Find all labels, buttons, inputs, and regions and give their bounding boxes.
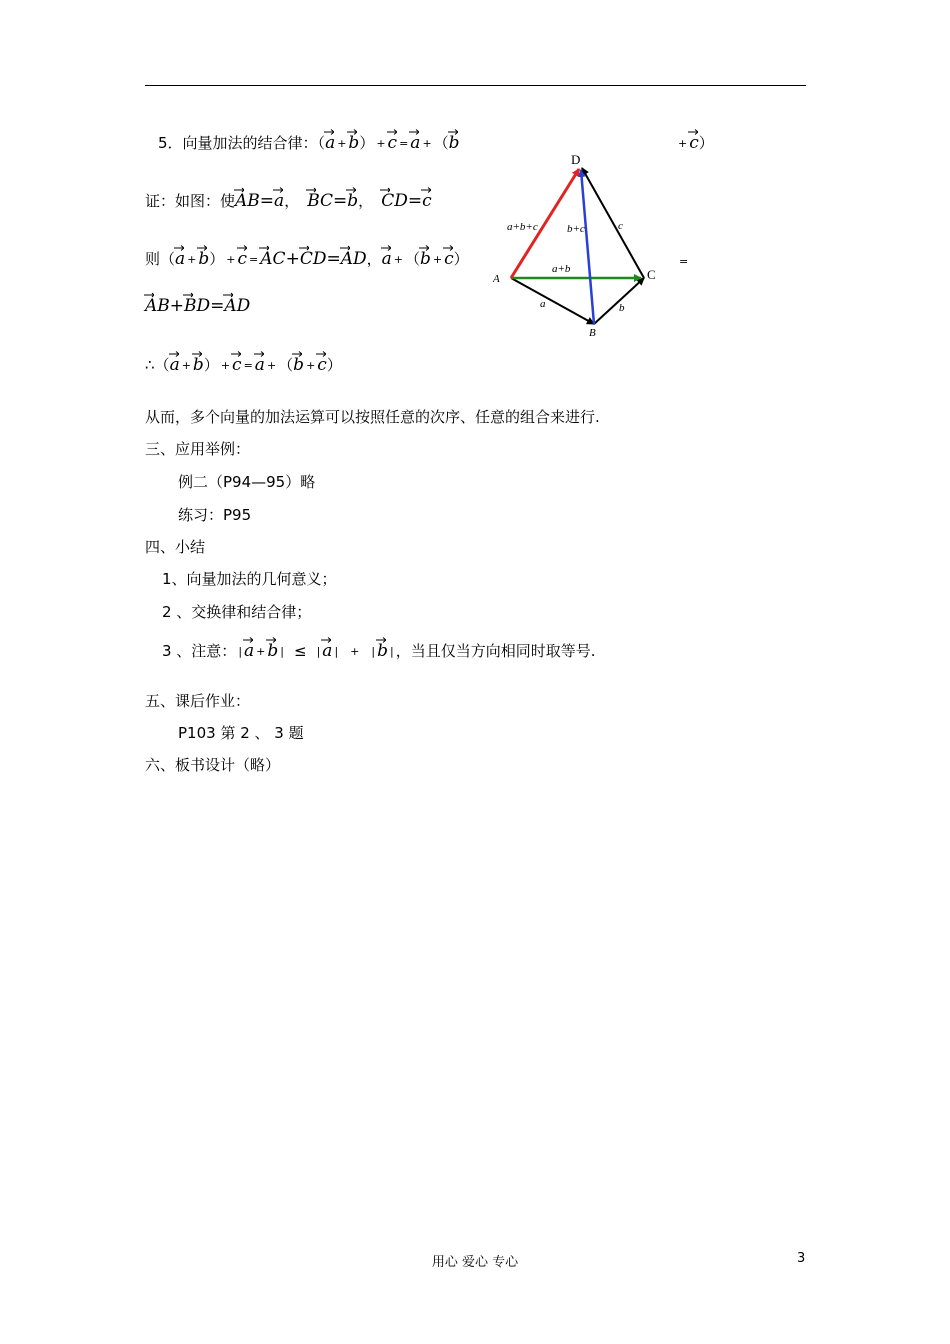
vector-b: b [198, 251, 209, 268]
vector-c: c [422, 193, 432, 210]
vector-BD: BD [184, 298, 210, 315]
label-b-plus-c: b+c [567, 223, 585, 235]
label-a-plus-b-plus-c: a+b+c [507, 221, 538, 233]
paren: （ [405, 250, 421, 268]
plus-sign: + [181, 359, 191, 372]
vector-b: b [420, 251, 431, 268]
vector-a: a [325, 135, 335, 152]
paren: （ [278, 356, 294, 374]
plus-sign: + [220, 359, 231, 372]
equals-sign: = [259, 191, 275, 211]
plus-sign: + [266, 359, 277, 372]
vector-a: a [274, 193, 284, 210]
vector-a: a [410, 135, 420, 152]
vector-b: b [377, 643, 388, 660]
vector-b: b [293, 357, 304, 374]
section-5-title: 五、课后作业： [145, 692, 251, 710]
vector-c: c [317, 357, 327, 374]
vector-a: a [255, 357, 265, 374]
plus-sign: + [350, 645, 360, 658]
abs-bar: | [371, 645, 376, 658]
point-C-label: C [647, 267, 656, 282]
associative-law-label: 5．向量加法的结合律： [158, 134, 318, 152]
vector-c: c [232, 357, 242, 374]
vector-c: c [444, 251, 454, 268]
plus-sign: + [285, 249, 300, 269]
vector-c: c [388, 135, 398, 152]
vector-a: a [175, 251, 185, 268]
associative-law-line [158, 132, 460, 153]
plus-sign: + [306, 359, 316, 372]
vector-AC: AC [260, 251, 285, 268]
summary-item-2: 2 、交换律和结合律； [162, 603, 312, 621]
vector-a: a [382, 251, 392, 268]
plus-sign: + [187, 253, 197, 266]
equals-sign: = [399, 137, 409, 150]
paren: （ [433, 134, 449, 152]
proof-label: 证：如图：使 [145, 192, 236, 210]
vector-a: a [170, 357, 180, 374]
label-a: a [540, 298, 546, 310]
equals-sign: = [407, 191, 423, 211]
label-a-plus-b: a+b [552, 263, 571, 275]
summary-item-1: 1、向量加法的几何意义； [162, 570, 337, 588]
equality-condition: ，当且仅当方向相同时取等号. [395, 642, 596, 660]
abs-bar: | [238, 645, 243, 658]
abs-bar: | [316, 645, 321, 658]
vector-AD: AD [341, 251, 367, 268]
point-A-label: A [493, 273, 500, 285]
vector-b: b [267, 643, 278, 660]
vector-c-arrow [582, 168, 644, 278]
vector-c: c [238, 251, 248, 268]
vector-BC: BC [307, 193, 333, 210]
paren: ） [326, 356, 342, 374]
summary-item-3 [162, 640, 595, 661]
plus-sign: + [422, 137, 432, 150]
abs-bar: | [334, 645, 339, 658]
label-b: b [619, 302, 625, 314]
vector-CD: CD [300, 251, 327, 268]
section-3-title: 三、应用举例： [145, 440, 251, 458]
vector-c: c [689, 135, 699, 152]
note-label: 3 、注意： [162, 642, 237, 660]
proof-setup-line [145, 190, 432, 211]
equals-tail [677, 252, 690, 270]
vector-b: b [347, 193, 358, 210]
proof-step-line [145, 248, 469, 269]
plus-sign: + [376, 137, 386, 150]
vector-a-arrow [511, 278, 594, 324]
therefore-symbol: ∴ [145, 356, 155, 374]
example-text: 例二（P94—95）略 [178, 473, 316, 491]
paren: ） [698, 134, 714, 152]
equals-sign: = [249, 253, 259, 266]
equals-sign: = [326, 249, 341, 269]
paren: ） [359, 134, 375, 152]
practice-text: 练习：P95 [178, 506, 252, 524]
paren: （ [160, 250, 176, 268]
equals-sign: = [210, 296, 225, 316]
vector-AB: AB [145, 298, 170, 315]
conclusion-line [145, 354, 342, 375]
abs-bar: | [389, 645, 394, 658]
paren: ） [453, 250, 469, 268]
proof-result-line [145, 296, 250, 316]
then-label: 则 [145, 250, 161, 268]
equals-sign: = [333, 191, 348, 211]
point-D-label: D [571, 152, 581, 167]
vector-AD: AD [224, 298, 250, 315]
plus-sign: + [393, 253, 403, 266]
plus-sign: + [256, 645, 266, 658]
section-4-title: 四、小结 [145, 538, 206, 556]
page-number: 3 [797, 1251, 806, 1266]
point-B-label: B [589, 327, 596, 339]
equals-sign: = [243, 359, 253, 372]
paren: ） [209, 250, 225, 268]
equals-sign: = [679, 255, 689, 268]
plus-sign: + [432, 253, 443, 266]
vector-b: b [193, 357, 204, 374]
label-c: c [618, 220, 623, 232]
vector-b: b [348, 135, 359, 152]
comma: ， [284, 192, 300, 210]
footer-slogan: 用心 爱心 专心 [431, 1255, 519, 1270]
associative-law-tail [676, 132, 714, 153]
vector-b-arrow [594, 278, 644, 324]
plus-sign: + [678, 137, 688, 150]
plus-sign: + [169, 296, 185, 316]
comma: ， [366, 250, 382, 268]
plus-sign: + [226, 253, 236, 266]
paren: ） [203, 356, 219, 374]
comma: ， [358, 192, 374, 210]
paren: （ [154, 356, 170, 374]
abs-bar: | [280, 645, 284, 658]
vector-diagram [490, 148, 670, 343]
vector-b: b [449, 135, 460, 152]
vector-bc-sum-arrow [581, 170, 594, 324]
paren: （ [317, 134, 326, 152]
header-rule [145, 85, 806, 86]
plus-sign: + [337, 137, 347, 150]
homework-text: P103 第 2 、 3 题 [178, 724, 304, 742]
section-6-title: 六、板书设计（略） [145, 756, 281, 774]
thus-sentence: 从而，多个向量的加法运算可以按照任意的次序、任意的组合来进行. [145, 408, 600, 426]
leq-sign: ≤ [294, 642, 307, 660]
vector-AB: AB [235, 193, 260, 210]
vector-a: a [322, 643, 332, 660]
vector-CD: CD [381, 193, 408, 210]
vector-a: a [244, 643, 254, 660]
